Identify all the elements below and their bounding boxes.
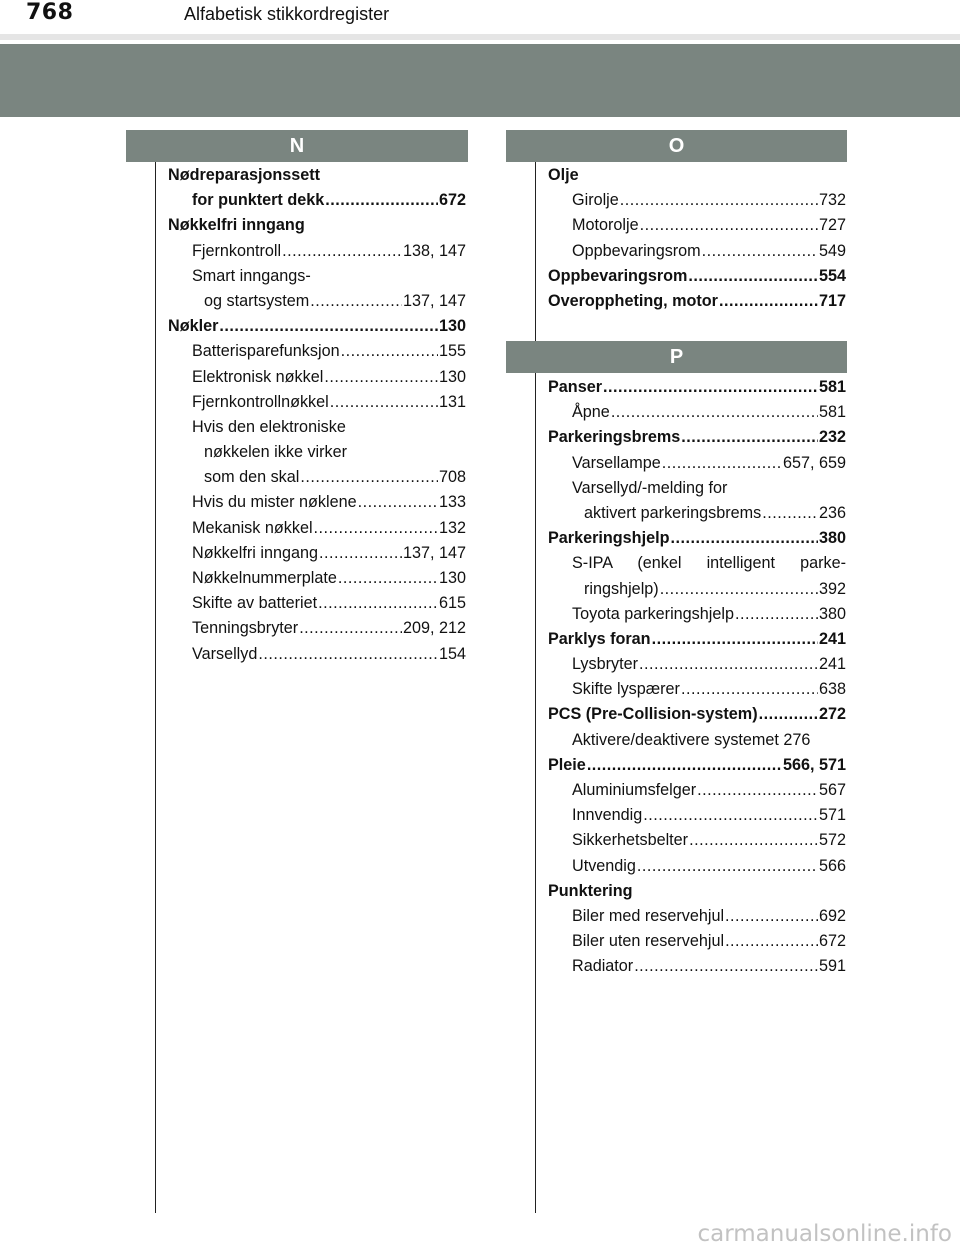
- index-entry-page[interactable]: 138, 147: [402, 241, 466, 260]
- index-entry-page[interactable]: 566, 571: [782, 755, 846, 774]
- index-entry-page[interactable]: 566: [818, 856, 846, 875]
- index-entry: [168, 616, 466, 641]
- index-entry-page[interactable]: 130: [438, 317, 466, 336]
- index-entry-page[interactable]: 241: [818, 655, 846, 674]
- index-entry-page[interactable]: 132: [438, 518, 466, 537]
- index-entry-page[interactable]: 672: [818, 932, 846, 951]
- index-entry-page[interactable]: 236: [818, 503, 846, 522]
- letter-header-o: O: [506, 130, 847, 162]
- index-entry-text: S-IPA (enkel intelligent parke-: [572, 554, 846, 573]
- index-entry-page[interactable]: 155: [438, 342, 466, 361]
- dot-leader: [662, 451, 782, 476]
- index-entry-text: Motorolje: [572, 216, 639, 235]
- index-entry: [548, 188, 846, 213]
- index-list-n: [168, 163, 466, 667]
- dot-leader: [643, 803, 818, 828]
- dot-leader: [759, 702, 818, 727]
- dot-leader: [688, 264, 818, 289]
- index-entry-text: PCS (Pre-Collision-system): [548, 705, 758, 724]
- index-entry-text: Varsellampe: [572, 453, 661, 472]
- index-list-o: [548, 163, 846, 314]
- index-entry-page[interactable]: 591: [818, 957, 846, 976]
- index-entry-text: Punktering: [548, 881, 633, 900]
- dot-leader: [689, 828, 818, 853]
- index-entry-text: Hvis du mister nøklene: [192, 493, 357, 512]
- index-entry: [168, 365, 466, 390]
- dot-leader: [314, 516, 438, 541]
- index-entry-text: Skifte lyspærer: [572, 680, 680, 699]
- index-entry-text: Parklys foran: [548, 629, 651, 648]
- index-entry-page[interactable]: 392: [818, 579, 846, 598]
- index-entry-text: Innvendig: [572, 806, 643, 825]
- index-entry: [168, 264, 466, 289]
- index-entry-text: Nøkkelnummerplate: [192, 569, 337, 587]
- index-entry: [548, 954, 846, 979]
- index-entry-text: Nøkkelfri inngang: [168, 216, 305, 235]
- index-entry: [548, 400, 846, 425]
- index-entry: [168, 163, 466, 188]
- index-entry: [548, 577, 846, 602]
- index-entry-page[interactable]: 708: [438, 468, 466, 487]
- index-entry-page[interactable]: 727: [818, 216, 846, 235]
- dot-leader: [324, 365, 438, 390]
- dot-leader: [358, 490, 438, 515]
- index-entry: [548, 213, 846, 238]
- dot-leader: [319, 541, 402, 566]
- index-entry-text: Elektronisk nøkkel: [192, 367, 324, 386]
- index-entry: [548, 929, 846, 954]
- index-entry-page[interactable]: 131: [438, 392, 466, 411]
- page-header: [0, 0, 960, 34]
- index-entry-page[interactable]: 232: [818, 428, 846, 447]
- dot-leader: [762, 501, 818, 526]
- index-entry-page[interactable]: 137, 147: [402, 291, 466, 310]
- index-entry: [168, 490, 466, 515]
- letter-header-n: N: [126, 130, 468, 162]
- index-entry-page[interactable]: 567: [818, 781, 846, 799]
- index-entry: [548, 476, 846, 501]
- header-band: [0, 44, 960, 117]
- index-entry-text: Varsellyd/-melding for: [572, 478, 728, 497]
- index-entry-text: Mekanisk nøkkel: [192, 518, 313, 537]
- index-entry-page[interactable]: 154: [438, 644, 466, 663]
- index-entry-page[interactable]: 571: [818, 806, 846, 825]
- index-entry: [168, 289, 466, 314]
- index-entry: [168, 390, 466, 415]
- index-entry-text: for punktert dekk: [192, 191, 325, 210]
- dot-leader: [634, 954, 818, 979]
- dot-leader: [652, 627, 818, 652]
- index-entry: [548, 375, 846, 400]
- index-entry-page[interactable]: 732: [818, 191, 846, 210]
- index-entry-text: og startsystem: [204, 291, 310, 310]
- index-entry-text: Panser: [548, 378, 602, 396]
- index-entry: [168, 440, 466, 465]
- index-entry-text: Varsellyd: [192, 644, 258, 663]
- index-entry-text: som den skal: [204, 468, 300, 487]
- index-entry-text: Parkeringsbrems: [548, 428, 681, 447]
- index-entry: [548, 828, 846, 853]
- dot-leader: [318, 591, 438, 616]
- index-entry: [548, 526, 846, 551]
- index-entry: [548, 289, 846, 314]
- index-entry-page[interactable]: 717: [818, 291, 846, 310]
- index-entry-page[interactable]: 272: [818, 705, 846, 724]
- index-entry-page[interactable]: 241: [818, 629, 846, 648]
- index-entry-page[interactable]: 549: [818, 241, 846, 260]
- index-entry: [168, 541, 466, 566]
- index-entry-text: Smart inngangs-: [192, 266, 311, 285]
- dot-leader: [681, 425, 818, 450]
- dot-leader: [603, 375, 818, 400]
- index-entry-text: aktivert parkeringsbrems: [584, 503, 762, 522]
- dot-leader: [702, 239, 818, 264]
- section-title: Alfabetisk stikkordregister: [184, 4, 390, 24]
- dot-leader: [725, 929, 818, 954]
- index-entry: [168, 591, 466, 616]
- index-entry-text: Hvis den elektroniske: [192, 417, 346, 436]
- index-entry-text: Fjernkontrollnøkkel: [192, 392, 329, 411]
- index-entry-page[interactable]: 638: [818, 680, 846, 699]
- dot-leader: [299, 616, 402, 641]
- index-list-p: [548, 375, 846, 980]
- index-entry: [548, 627, 846, 652]
- dot-leader: [620, 188, 818, 213]
- index-entry-text: Overoppheting, motor: [548, 291, 718, 310]
- index-entry: [168, 516, 466, 541]
- index-entry-text: Toyota parkeringshjelp: [572, 604, 734, 623]
- index-entry: [548, 854, 846, 879]
- index-entry: [168, 642, 466, 667]
- index-entry-text: Fjernkontroll: [192, 241, 282, 260]
- dot-leader: [660, 577, 818, 602]
- index-entry-page[interactable]: 692: [818, 906, 846, 925]
- index-entry-text: Oppbevaringsrom: [548, 266, 688, 285]
- dot-leader: [670, 526, 818, 551]
- dot-leader: [282, 239, 402, 264]
- index-entry: [548, 778, 846, 803]
- index-entry-page[interactable]: 657, 659: [782, 453, 846, 472]
- right-column-rule: [535, 160, 536, 1213]
- index-entry: [168, 314, 466, 339]
- index-entry-text: Utvendig: [572, 856, 636, 875]
- dot-leader: [640, 213, 818, 238]
- index-entry-text: Aluminiumsfelger: [572, 781, 697, 799]
- index-entry-text: Parkeringshjelp: [548, 529, 670, 548]
- header-rule: [0, 34, 960, 40]
- index-entry: [548, 501, 846, 526]
- index-entry-text: Biler uten reservehjul: [572, 932, 725, 951]
- left-column-rule: [155, 160, 156, 1213]
- index-entry-text: Aktivere/deaktivere systemet 276: [572, 730, 811, 749]
- index-entry: [548, 163, 846, 188]
- index-entry-text: Biler med reservehjul: [572, 906, 725, 925]
- page-number: 768: [26, 0, 74, 25]
- index-entry-page[interactable]: 572: [818, 831, 846, 850]
- dot-leader: [587, 753, 782, 778]
- dot-leader: [258, 642, 438, 667]
- index-entry-page[interactable]: 615: [438, 594, 466, 613]
- index-entry-page[interactable]: 554: [818, 266, 846, 285]
- dot-leader: [341, 339, 438, 364]
- index-entry: [548, 702, 846, 727]
- dot-leader: [639, 652, 818, 677]
- index-entry-text: Sikkerhetsbelter: [572, 831, 689, 850]
- dot-leader: [330, 390, 438, 415]
- index-entry: [548, 264, 846, 289]
- index-entry-page[interactable]: 209, 212: [402, 619, 466, 638]
- index-entry: [168, 415, 466, 440]
- dot-leader: [310, 289, 402, 314]
- index-entry-text: Olje: [548, 166, 579, 184]
- dot-leader: [611, 400, 818, 425]
- index-entry: [548, 728, 846, 753]
- index-entry: [548, 879, 846, 904]
- index-entry-text: Nødreparasjonssett: [168, 166, 321, 184]
- index-entry: [548, 677, 846, 702]
- index-entry-page[interactable]: 130: [438, 569, 466, 587]
- dot-leader: [681, 677, 818, 702]
- index-entry-text: Nøkler: [168, 317, 219, 336]
- index-entry-text: Tenningsbryter: [192, 619, 299, 638]
- index-entry-text: Girolje: [572, 191, 619, 210]
- index-entry-text: Nøkkelfri inngang: [192, 543, 318, 562]
- dot-leader: [338, 566, 438, 591]
- dot-leader: [735, 602, 818, 627]
- index-entry: [548, 904, 846, 929]
- dot-leader: [697, 778, 818, 803]
- dot-leader: [219, 314, 438, 339]
- index-entry-page[interactable]: 581: [818, 403, 846, 422]
- index-entry: [168, 465, 466, 490]
- index-entry-text: nøkkelen ikke virker: [204, 443, 348, 462]
- index-entry-page[interactable]: 133: [438, 493, 466, 512]
- watermark: carmanualsonline.info: [697, 1221, 952, 1247]
- index-entry-text: Oppbevaringsrom: [572, 241, 701, 260]
- index-entry: [548, 753, 846, 778]
- index-entry: [548, 551, 846, 576]
- dot-leader: [300, 465, 438, 490]
- index-entry-page[interactable]: 380: [818, 529, 846, 548]
- index-entry-page[interactable]: 380: [818, 604, 846, 623]
- index-entry: [168, 566, 466, 591]
- index-entry-text: Åpne: [572, 403, 610, 422]
- index-entry: [168, 339, 466, 364]
- index-entry-text: Pleie: [548, 755, 586, 774]
- index-entry: [548, 239, 846, 264]
- index-entry: [548, 451, 846, 476]
- letter-header-p: P: [506, 341, 847, 373]
- index-entry-page[interactable]: 672: [438, 191, 466, 210]
- index-entry: [168, 239, 466, 264]
- dot-leader: [725, 904, 818, 929]
- index-entry: [548, 425, 846, 450]
- index-entry: [168, 213, 466, 238]
- index-entry-text: Radiator: [572, 957, 634, 976]
- index-entry-page[interactable]: 581: [818, 378, 846, 396]
- dot-leader: [637, 854, 818, 879]
- index-entry-page[interactable]: 130: [438, 367, 466, 386]
- index-entry: [548, 803, 846, 828]
- index-entry-page[interactable]: 137, 147: [402, 543, 466, 562]
- dot-leader: [719, 289, 818, 314]
- index-entry-text: Lysbryter: [572, 655, 638, 674]
- index-entry-text: ringshjelp): [584, 579, 659, 598]
- index-entry-text: Batterisparefunksjon: [192, 342, 340, 361]
- index-entry: [548, 602, 846, 627]
- index-entry-text: Skifte av batteriet: [192, 594, 318, 613]
- index-entry: [168, 188, 466, 213]
- index-entry: [548, 652, 846, 677]
- dot-leader: [325, 188, 438, 213]
